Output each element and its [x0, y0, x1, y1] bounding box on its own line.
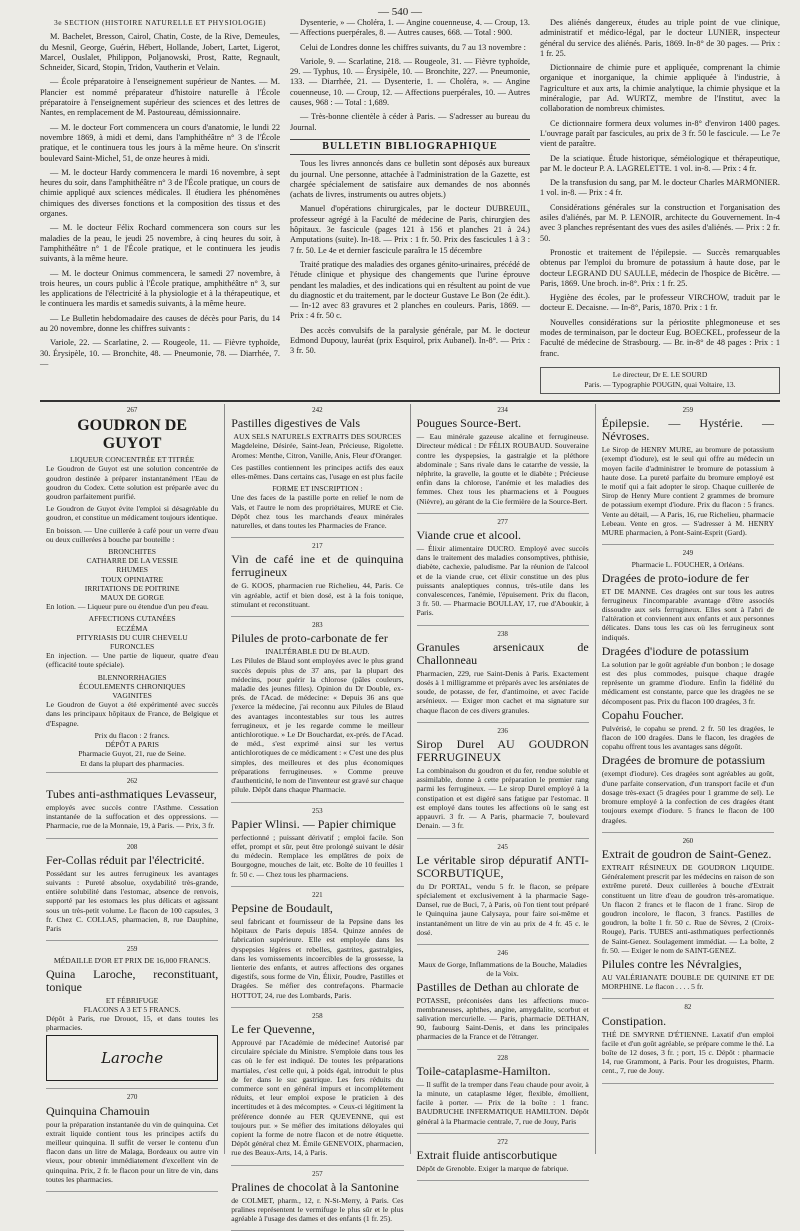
- ad-title: Papier Wlinsi. — Papier chimique: [231, 816, 396, 831]
- ad-number: 217: [312, 542, 323, 551]
- book-entry: Ce dictionnaire formera deux volumes in-8° d'environ 1400 pages. L'ouvrage paraît par fascicules, au prix de 3 fr. 50 le fascicule. — Le 7e vient de paraître.: [540, 118, 780, 149]
- ad-title: Extrait de goudron de Saint-Genez.: [601, 846, 772, 861]
- director-line: Le directeur, Dr E. LE SOURD: [612, 369, 708, 379]
- advertisements-section: [40, 404, 780, 1224]
- ad-pastilles-vals: [231, 406, 403, 538]
- ad-text: Le Goudron de Guyot est une solution concentrée de goudron destinée à préparer instantanément l'Eau de goudron du Codex. Cette solution est préparée avec du goudron parfaitement purifié.: [46, 464, 219, 502]
- ad-text: Le Goudron de Guyot a été expérimenté avec succès dans les principaux hôpitaux de France, de Belgique et d'Espagne.: [46, 700, 219, 728]
- ad-title: Copahu Foucher.: [601, 707, 684, 722]
- ad-number: 253: [312, 806, 323, 815]
- ad-number: 258: [312, 1011, 323, 1020]
- ad-medal: MÉDAILLE D'OR ET PRIX DE 16,000 FRANCS.: [53, 956, 211, 966]
- ad-pharmacy: Pharmacie Guyot, 21, rue de Seine.: [78, 749, 186, 759]
- ad-text: En lotion. — Liqueur pure ou étendue d'un peu d'eau.: [46, 602, 209, 612]
- ad-number: 234: [497, 406, 508, 414]
- ad-foucher: [602, 549, 774, 832]
- ad-title: Pilules contre les Névralgies,: [601, 956, 742, 971]
- ad-number: 260: [682, 836, 694, 845]
- book-entry: Manuel d'opérations chirurgicales, par le docteur DUBREUIL, professeur agrégé à la Faculté de médecine de Paris, chirurgien des hôpitaux. 3e fascicule (pages 121 à 156 et planches 21 à 24.) Amputations (suite). In-18. — Prix : 1 fr. 50. Prix des fascicules 1 à 3 : 7 fr. 50. Le 4e et dernier fascicule paraîtra le 15 décembre: [290, 204, 530, 255]
- book-entry: Des accès convulsifs de la paralysie générale, par M. le docteur Edmond Dupouy, lauréat (prix Esquirol, prix Aubanel). In-8°. — Prix : 3 fr. 50.: [290, 325, 530, 356]
- bulletin-intro: Tous les livres annoncés dans ce bulletin sont déposés aux bureaux du journal. Une personne, attachée à l'administration de la Gazette, est chargée spécialement de satisfaire aux demandes de nos abonnés (achats de livres, instruments ou autres objets.): [290, 159, 530, 200]
- ad-text: Le Goudron de Guyot évite l'emploi si désagréable du goudron, et constitue un médicament toujours identique.: [46, 504, 219, 523]
- book-entry: Traité pratique des maladies des organes génito-urinaires, précédé de l'étude clinique et physique des changements que l'urine éprouve pendant les maladies, et des indications qui en résultent au point de vue du diagnostic et du traitement, par le docteur Gustave Le Bon (2e édit.). — In-12 avec 83 gravures et 2 planches en couleurs. Paris, 1869. — Prix : 4 fr. 50 c.: [290, 259, 530, 321]
- ailment: BLENNORRHAGIES: [97, 672, 167, 682]
- ad-text: ET DE MANNE. Ces dragées ont sur tous les autres ferrugineux l'incomparable avantage d'être associés dissoudre aux sels ferrugineux. Elles sont à l'abri de l'altération et conviennent aux enfants et aux personnes délicates. Dans tous les cas où les ferrugineux sont indiqués.: [601, 586, 774, 642]
- ad-title: Pepsine de Boudault,: [231, 900, 333, 915]
- ad-title: Dragées d'iodure de potassium: [601, 643, 749, 658]
- ad-number: 259: [126, 945, 138, 954]
- ad-title: Le fer Quevenne,: [231, 1021, 315, 1036]
- ad-text: Approuvé par l'Académie de médecine! Autorisé par circulaire spéciale du Ministre. S'emploie dans tous les cas où le fer est indiqué. De toutes les préparations martiales, c'est celle qui, à poids égal, introduit le plus de fer dans le suc gastrique. Les fers réduits du commerce sont en général impurs et incomplètement réduits, et leur emploi expose le praticien à des incertitudes et à des mécomptes. « Ceux-ci légitiment la préférence donnée au FER QUEVENNE, qui est toujours pur. » Se méfier des imitations déloyales qui copient la forme de notre flacon et de notre étiquette. Dépôt général chez M. Émile GENEVOIX, pharmacien, rue des Beaux-Arts, 14, à Paris.: [231, 1037, 404, 1158]
- ad-title: GOUDRON DE GUYOT: [77, 417, 188, 453]
- ad-text: employés avec succès contre l'Asthme. Cessation instantanée de la suffocation et des oppressions. — Pharmacie, rue de la Monnaie, 19, à Paris. — Prix, 3 fr.: [46, 802, 219, 831]
- ad-text: Ces pastilles contiennent les principes actifs des eaux elles-mêmes. Dans certains cas, l'usage en est plus facile: [231, 462, 404, 482]
- ad-title: Dragées de proto-iodure de fer: [601, 570, 750, 585]
- ailment: ECZÉMA: [116, 623, 148, 633]
- ad-column-1: [40, 404, 225, 1184]
- ad-text: — Élixir alimentaire DUCRO. Employé avec succès dans le traitement des maladies consomptives, phthisie, diabète, cachexie, paludisme. Par la réunion de l'alcool et de la viande crue, cet élixir constitue un des plus puissants analeptiques connus, très-utile dans les convalescences, l'anémie, l'épuisement. Prix du flacon, 3 fr. 50. — Pharmacie BOULLAY, 17, rue d'Aboukir, à Paris.: [416, 544, 589, 618]
- ailment: IRRITATIONS DE POITRINE: [84, 583, 180, 593]
- ad-number: 238: [497, 629, 508, 638]
- ailment: VAGINITES: [112, 691, 152, 701]
- ad-text: Dépôt à Paris, rue Drouot, 15, et dans toutes les pharmacies.: [46, 1013, 219, 1033]
- ad-pougues: [417, 406, 589, 514]
- ad-number: 221: [312, 890, 323, 899]
- ad-subtitle: LIQUEUR CONCENTRÉE ET TITRÉE: [69, 455, 195, 465]
- ad-text: perfectionné ; puissant dérivatif ; emploi facile. Son effet, prompt et sûr, peut être prolongé suivant le désir du médecin. Remplace les emplâtres de poix de Bourgogne, mouches de lait, etc. Boîte de 10 feuilles 1 fr. 50 c. — Chez tous les pharmaciens.: [231, 832, 404, 879]
- ad-title: Constipation.: [601, 1013, 667, 1028]
- ad-title: Sirop Durel AU GOUDRON FERRUGINEUX: [416, 737, 589, 765]
- ad-papier-wlinsi: [231, 807, 403, 887]
- ad-text: EXTRAIT RÉSINEUX DE GOUDRON LIQUIDE. Généralement prescrit par les médecins en raison de son extrême pureté. Deux cuillerées à bouche d'Extrait constituent un litre d'eau de goudron très-aromatique. Un flacon 2 francs et le flacon de 1 franc. Sirop de goudron incolore, le flacon, 3 francs. Pastilles de goudron, la boîte 1 fr. 50 c. Rue de Sèvres, 2 (Croix-Rouge), Paris. TUBES anti-asthmatiques perfectionnés de Saint-Genez. Soulagement immédiat. — La boîte, 2 fr. 50. — Exiger le nom de SAINT-GENEZ.: [601, 862, 774, 955]
- ad-sirop-durel: [417, 727, 589, 839]
- ad-text: Possédant sur les autres ferrugineux les avantages suivants : Pureté absolue, oxydabilité très-grande, entière solubilité dans l'estomac, absence de renvois, supporté par les estomacs les plus délicats et agissant sous un très-petit volume. Le flacon de 100 capsules, 3 fr. Chez C. COLLAS, pharmacien, 8, rue Dauphine, Paris: [46, 868, 219, 933]
- ad-price: Prix du flacon : 2 francs.: [94, 730, 170, 740]
- ad-tubes-levasseur: [46, 777, 218, 839]
- ad-title: Extrait fluide antiscorbutique: [416, 1147, 558, 1162]
- ad-subtitle: AUX SELS NATURELS EXTRAITS DES SOURCES: [233, 432, 402, 442]
- ad-toile-hamilton: [417, 1054, 589, 1134]
- ailment: FURONCLES: [109, 642, 155, 652]
- ad-number: 277: [497, 517, 508, 526]
- ad-text: — Il suffit de la tremper dans l'eau chaude pour avoir, à la minute, un cataplasme léger, flexible, émollient, facile à porter. — Prix de la boîte : 1 franc. BAUDRUCHE INFERMATIQUE HAMILTON. Dépôt général à la Pharmacie centrale, 7, rue de Jouy, Paris: [416, 1079, 589, 1126]
- ad-number: 228: [497, 1053, 508, 1062]
- paragraph: M. Bachelet, Bresson, Cairol, Chatin, Coste, de la Rive, Demeules, du Mesnil, George, Guérin, Hébert, Hollande, Jobert, Lartet, Ligerot, Marcel, Ouslalet, Philippon, Poljanowski, Prost, Ratte, Regnault, Schneider, Sicard, Stopin, Tridon, Vautherin et Velain.: [40, 32, 280, 73]
- ad-text: Dépôt de Grenoble. Exiger la marque de fabrique.: [416, 1163, 569, 1173]
- ad-number: 208: [126, 842, 138, 851]
- ad-text: Pulvérisé, le copahu se prend. 2 fr. 50 les dragées, le flacon de 100 dragées. Dans le flacon, les dragées de copahu offrent tous les avantages sans dégoût.: [601, 723, 774, 752]
- ailment: ÉCOULEMENTS CHRONIQUES: [78, 681, 186, 691]
- ailment: AFFECTIONS CUTANÉES: [88, 614, 176, 624]
- divider: [40, 400, 780, 402]
- ad-number: 283: [312, 621, 323, 630]
- printer-line: Paris. — Typographie POUGIN, quai Voltaire, 13.: [584, 380, 736, 390]
- ad-number: 242: [312, 406, 323, 414]
- ad-goudron-guyot: [46, 406, 218, 773]
- ad-quinquina-chamouin: [46, 1093, 218, 1192]
- paragraph: Variole, 22. — Scarlatine, 2. — Rougeole, 11. — Fièvre typhoïde, 30. Érysipèle, 10. — Bronchite, 48. — Pneumonie, 78. — Diarrhée, 7. —: [40, 338, 280, 368]
- ad-text: La solution par le goût agréable d'un bonbon ; le dosage est des plus commodes, puisque chaque dragée représente un gramme d'iodure. Enfin la fidélité du médicament est constante, parce que les dragées ne se décomposent pas. Prix du flacon 100 dragées, 3 fr.: [601, 659, 774, 706]
- column-2: [290, 18, 530, 393]
- ad-number: 257: [312, 1169, 323, 1178]
- ad-number: 267: [126, 406, 138, 414]
- ad-number: 259: [682, 406, 694, 414]
- ad-text: du Dr PORTAL, vendu 5 fr. le flacon, se prépare spécialement et exclusivement à la pharmacie Sage-Dansel, rue de Buci, 7, à Paris, où l'on tient tout préparé le Quinquina jaune Calysaya, pour faire soi-même et instantanément un litre de vin au prix de 4 fr. 45 c. le dosé.: [416, 881, 589, 937]
- ad-pralines: [231, 1170, 403, 1231]
- ad-subtitle: INALTÉRABLE DU Dr BLAUD.: [265, 647, 370, 657]
- ad-pilules-blaud: [231, 621, 403, 802]
- ad-pepsine: [231, 891, 403, 1008]
- ad-epilepsie: [602, 406, 774, 545]
- editorial-section: [40, 18, 780, 393]
- signature-stamp: Laroche: [46, 1035, 218, 1081]
- paragraph: — M. le docteur Fort commencera un cours d'anatomie, le lundi 22 novembre 1869, à midi et demi, dans l'amphithéâtre n° 3 de l'École pratique, et le continuera tous les jours à la même heure. On s'inscrit boulevard Saint-Michel, 51, de onze heures à midi.: [40, 122, 280, 163]
- ad-depot: DÉPÔT A PARIS: [105, 740, 159, 750]
- ad-text: Pharmacien, 229, rue Saint-Denis à Paris. Exactement dosés à 1 milligramme et préparés avec les arséniates de soude, de potasse, de fer, d'antimoine, et avec l'acide arsénieux. — Exiger mon cachet et ma signature sur chaque flacon de ces divers granules.: [416, 668, 589, 715]
- ad-text: En injection. — Une partie de liqueur, quatre d'eau (efficacité toute spéciale).: [46, 651, 219, 670]
- ad-pastilles-dethan: [417, 949, 589, 1050]
- ad-text: Et dans la plupart des pharmacies.: [80, 758, 184, 768]
- ad-text: En boisson. — Une cuillerée à café pour un verre d'eau ou deux cuillerées à bouche par bouteille :: [46, 525, 219, 544]
- ad-title: Tubes anti-asthmatiques Levasseur,: [46, 786, 217, 801]
- ad-price: FLACONS A 3 ET 5 FRANCS.: [83, 1004, 181, 1014]
- book-entry: Hygiène des écoles, par le professeur VIRCHOW, traduit par le docteur E. Decaisne. — In-8°, Paris, 1870. Prix : 1 fr.: [540, 293, 780, 313]
- page-number: — 540 —: [378, 6, 422, 18]
- paragraph: — M. le docteur Félix Rochard commencera son cours sur les maladies de la peau, le jeudi 25 novembre, à cinq heures du soir, à l'amphithéâtre n° 1 de l'École pratique, et le continuera les jeudis suivants, à la même heure.: [40, 223, 280, 264]
- book-entry: Des aliénés dangereux, études au triple point de vue clinique, administratif et médico-légal, par le docteur LUNIER, inspecteur général du service des aliénés. Paris, 1869. In-8° de 30 pages. — Prix : 1 fr. 25.: [540, 18, 780, 58]
- ad-text: de G. KOOS, pharmacien rue Richelieu, 44, Paris. Ce vin agréable, actif et bien dosé, est à la fois tonique, stimulant et reconstituant.: [231, 581, 404, 609]
- ad-text: La combinaison du goudron et du fer, rendue soluble et assimilable, donne à cette préparation le premier rang parmi les ferrugineux. — Le sirop Durel employé à la constipation et est digéré sans fatigue par l'estomac. Il est employé dans toutes les affections où le sang est appauvri. 3 fr. — A Paris, pharmacie 7, boulevard Denain. — 3 fr.: [416, 766, 589, 831]
- ad-title: Granules arsenicaux de Challonneau: [416, 639, 589, 667]
- ad-title: Quinquina Chamouin: [46, 1103, 150, 1118]
- ad-fer-quevenne: [231, 1012, 403, 1166]
- ailment: MAUX DE GORGE: [100, 593, 164, 603]
- book-entry: Dictionnaire de chimie pure et appliquée, comprenant la chimie organique et inorganique, la chimie appliquée à l'industrie, à l'agriculture et aux arts, la chimie analytique, la chimie physique et la minéralogie, par Ad. WURTZ, membre de l'Institut, avec la collaboration de nombreux chimistes.: [540, 63, 780, 114]
- ad-text: pour la préparation instantanée du vin de quinquina. Cet extrait liquide contient tous les principes actifs du meilleur quinquina. Il suffit de verser le contenu d'un flacon dans un litre de Malaga, Bordeaux ou autre vin vieux, pour obtenir immédiatement d'excellent vin de quinquina. Prix, 2 fr. le flacon pour un litre de vin, dans toutes les pharmacies.: [46, 1119, 219, 1184]
- book-entry: Considérations générales sur la construction et l'organisation des asiles d'aliénés, par M. P. LENOIR, architecte du Gouvernement. In-4 avec 3 planches représentant des vues des asiles d'aliénés. — Prix : 2 fr. 50.: [540, 202, 780, 243]
- ad-title: Fer-Collas réduit par l'électricité.: [46, 852, 205, 867]
- ad-granules: [417, 630, 589, 723]
- ad-column-2: [225, 404, 410, 1224]
- ailment: BRONCHITES: [108, 547, 156, 557]
- book-entry: De la transfusion du sang, par M. le docteur Charles MARMONIER. 1 vol. in-8. — Prix : 4 fr.: [540, 178, 780, 198]
- book-entry: De la sciatique. Étude historique, séméiologique et thérapeutique, par M. le docteur P. A. LAGRELETTE. 1 vol. in-8. — Prix : 4 fr.: [540, 153, 780, 173]
- ad-title: Vin de café ine et de quinquina ferrugineux: [231, 552, 404, 580]
- ad-text: THÉ DE SMYRNE D'ÉTIENNE. Laxatif d'un emploi facile et d'un goût agréable, se prépare comme le thé. La boîte de 12 doses, 3 fr. ; port, 15 c. Dépôt : pharmacie 14, rue Grammont, à Paris. Pour les droguistes, Pharm. cent., 7, rue de Jouy.: [601, 1029, 774, 1076]
- ad-number: 245: [497, 842, 508, 851]
- ad-title: Pilules de proto-carbonate de fer: [231, 631, 388, 646]
- ad-text: Une des faces de la pastille porte en relief le nom de Vals, et l'autre le nom des propriétaires, MURE et Cie. Dépôt chez tous les marchands d'eaux minérales naturelles, et dans toutes les Pharmacies de France.: [231, 493, 404, 531]
- ad-title: Pougues Source-Bert.: [416, 416, 522, 431]
- ad-subtitle: Pharmacie L. FOUCHER, à Orléans.: [631, 560, 745, 570]
- paragraph: — M. le docteur Onimus commencera, le samedi 27 novembre, à trois heures, un cours public à l'École pratique, amphithéâtre n° 3, sur les applications de l'électricité à la physiologie et à la thérapeutique, et le continuera les mardis et samedis suivants, à la même heure.: [40, 268, 280, 309]
- ad-saint-genez: [602, 837, 774, 1000]
- ad-number: 249: [682, 549, 694, 558]
- ad-text: de COLMET, pharm., 12, r. N-St-Merry, à Paris. Ces pralines représentent le vermifuge le plus sûr et le plus agréable à l'usage des dames et des enfants (1 fr. 25).: [231, 1195, 404, 1224]
- ad-viande-crue: [417, 518, 589, 626]
- ad-number: 262: [126, 776, 138, 785]
- paragraph: Variole, 9. — Scarlatine, 218. — Rougeole, 31. — Fièvre typhoïde, 29. — Typhus, 10. — Érysipèle, 10. — Bronchite, 227. — Pneumonie, 133. — Diarrhée, 21. — Dysenterie, 1. — Choléra, ». — Angine couenneuse, 10. — Croup, 12. — Affections puerpérales, 10. — Autres causes, 968 : — Total : 1,689.: [290, 56, 530, 108]
- ad-title: Dragées de bromure de potassium: [601, 753, 766, 768]
- ailment: RHUMES: [116, 565, 148, 575]
- ad-number: 82: [684, 1003, 692, 1012]
- ad-subtitle: FORME ET INSCRIPTION :: [272, 484, 363, 494]
- ad-subtitle: ET FÉBRIFUGE: [105, 995, 159, 1005]
- ad-number: 236: [497, 726, 508, 735]
- ad-column-4: [596, 404, 780, 1154]
- ad-title: Pralines de chocolat à la Santonine: [231, 1179, 399, 1194]
- ailment: PITYRIASIS DU CUIR CHEVELU: [76, 632, 188, 642]
- ad-sirop-depuratif: [417, 843, 589, 945]
- paragraph: — M. le docteur Hardy commencera le mardi 16 novembre, à sept heures du soir, dans l'amphithéâtre n° 3 de l'École pratique, un cours de chimie appliqué aux sciences médicales. Il étudiera les phénomènes chimiques des diverses fonctions et la composition des tissus et des organes.: [40, 167, 280, 219]
- ad-number: 246: [497, 948, 508, 957]
- ad-text: Le Sirop de HENRY MURE, au bromure de potassium (exempt d'iodure), est le seul qui offre au médecin un moyen facile d'administrer le bromure de potassium à haute dose. La pureté parfaite du bromure employé est le motif qui a fait adopter le sirop. Chaque cuillerée de Sirop de Henry Mure contient 2 grammes de bromure de potassium exempt d'iodure. Prix du flacon : 5 francs. Vente au détail, — A Paris, 16, rue Richelieu, pharmacie Lebeau. Vente en gros. — S'adresser à M. HENRY MURE pharmacien, à Pont-Saint-Esprit (Gard).: [601, 445, 774, 538]
- column-3: [540, 18, 780, 393]
- paragraph: Dysenterie, » — Choléra, 1. — Angine couenneuse, 4. — Croup, 13. — Affections puerpérales, 8. — Autres causes, 668. — Total : 900.: [290, 18, 530, 38]
- book-entry: Nouvelles considérations sur la périostite phlegmoneuse et ses modes de terminaison, par le docteur Eug. BOECKEL, professeur de la Faculté de médecine de Strasbourg. — Br. in-8° de 48 pages : Prix : 1 franc.: [540, 317, 780, 358]
- ad-text: POTASSE, préconisées dans les affections muco-membraneuses, aphthes, angine, amygdalite, scorbut et salivation mercurielle. — Paris, pharmacie DETHAN, 90, faubourg Saint-Denis, et dans les principales pharmacies de la France et de l'étranger.: [416, 995, 589, 1042]
- ad-number: 272: [497, 1137, 508, 1146]
- ad-title: Pastilles digestives de Vals: [231, 416, 361, 431]
- paragraph: — Très-bonne clientèle à céder à Paris. — S'adresser au bureau du Journal.: [290, 112, 530, 132]
- ailment: CATHARRE DE LA VESSIE: [86, 556, 178, 566]
- paragraph: Celui de Londres donne les chiffres suivants, du 7 au 13 novembre :: [300, 42, 526, 52]
- ailment: TOUX OPINIATRE: [101, 574, 164, 584]
- ad-vin-koos: [231, 542, 403, 617]
- ad-text: — Eau minérale gazeuse alcaline et ferrugineuse. Directeur médical : Dr FÉLIX ROUBAUD. Souveraine contre les dyspepsies, la gastralgie et la pléthore abdominale ; Sans rivale dans le catarrhe de vessie, la néphrite, la gravelle, la goutte et le diabète ; Précieuse enfin dans la chlorose, l'anémie et les maladies des femmes. Chez tous les pharmaciens et à Pougues (Nièvre), au gérant de la Cie fermière de la Source-Bert.: [416, 432, 589, 506]
- ad-extrait-fluide: [417, 1138, 589, 1181]
- book-entry: Pronostic et traitement de l'épilepsie. — Succès remarquables obtenus par l'emploi du bromure de potassium à haute dose, par le docteur LEGRAND DU SAULLE, médecin de l'hospice de Bicêtre. — Paris, 1869. Une broch. in-8°. Prix : 1 fr. 25.: [540, 247, 780, 288]
- paragraph: — École préparatoire à l'enseignement supérieur de Nantes. — M. Plancier est nommé préparateur d'histoire naturelle à l'École préparatoire à l'enseignement supérieur des sciences et des lettres de Nantes, en remplacement de M. Pastoureau, démissionnaire.: [40, 77, 280, 118]
- ad-text: (exempt d'iodure). Ces dragées sont agréables au goût, d'une parfaite conservation, d'un transport facile et d'un dosage très-exact (5 dragées pour 1 gramme de sel). Le bromure employé à la confection de ces dragées étant toujours exempt d'iodure. 5 francs le flacon de 100 dragées.: [601, 769, 774, 825]
- ad-text: Magdeleine, Désirée, Saint-Jean, Précieuse, Rigolette. Aromes: Menthe, Citron, Vanille, Anis, Fleur d'Oranger.: [231, 441, 404, 460]
- ad-title: Toile-cataplasme-Hamilton.: [416, 1063, 551, 1078]
- ad-title: Pastilles de Dethan au chlorate de: [416, 979, 579, 994]
- ad-title: Le véritable sirop dépuratif ANTI-SCORBUTIQUE,: [416, 852, 589, 880]
- ad-number: 270: [126, 1093, 138, 1102]
- ad-constipation: [602, 1003, 774, 1083]
- ad-text: seul fabricant et fournisseur de la Pepsine dans les hôpitaux de Paris depuis 1854. Quinze années de fabrication supérieure. Elle est employée dans les dyspepsies légères et rebelles, gastrites, gastralgies, dans les vomissements incoercibles de la grossesse, la lienterie des enfants, et autres affections des organes digestifs, sous forme de Vin, Élixir, Poudre, Pastilles et Dragées. Se méfier des contrefaçons. Pharmacie HOTTOT, 24, rue des Lombards, Paris.: [231, 916, 404, 1000]
- ad-title: Quina Laroche, reconstituant, tonique: [46, 966, 219, 994]
- ad-subtitle: Maux de Gorge, Inflammations de la Bouche, Maladies de la Voix.: [418, 960, 588, 979]
- column-1: [40, 18, 280, 393]
- ad-title: Viande crue et alcool.: [416, 528, 522, 543]
- paragraph: — Le Bulletin hebdomadaire des causes de décès pour Paris, du 14 au 20 novembre, donne les chiffres suivants :: [40, 313, 280, 334]
- imprint-box: [540, 367, 780, 394]
- ad-quina-laroche: [46, 945, 218, 1089]
- ad-text: Les Pilules de Blaud sont employées avec le plus grand succès depuis plus de 37 ans, par la plupart des médecins, pour guérir la chlorose (pâles couleurs, maladie des jeunes filles). Opinion du Dr Double, ex-prés. de l'Acad. de médecine: « Depuis 36 ans que j'exerce la médecine, j'ai reconnu aux Pilules de Blaud des avantages incontestables sur tous les autres ferrugineux, et je les regarde comme le meilleur antichlorotique. » Le Dr Bouchardat, ex-prés. de l'Acad. de méd., s'est exprimé ainsi sur les vertus antichlorotiques de ce médicament : « C'est une des plus simples, des meilleures et des plus économiques préparations ferrugineuses. » Comme preuve d'authenticité, le nom de l'inventeur est gravé sur chaque pilule. Dépôt dans chaque Pharmacie.: [231, 656, 404, 795]
- ad-fer-collas: [46, 843, 218, 942]
- bulletin-heading: BULLETIN BIBLIOGRAPHIQUE: [290, 139, 530, 155]
- ad-text: AU VALÉRIANATE DOUBLE DE QUININE ET DE MORPHINE. Le flacon . . . . 5 fr.: [601, 972, 774, 992]
- ad-title: Épilepsie. — Hystérie. — Névroses.: [601, 416, 774, 444]
- section-heading: 3e SECTION (HISTOIRE NATURELLE ET PHYSIOLOGIE): [53, 18, 267, 27]
- ad-column-3: [411, 404, 596, 1173]
